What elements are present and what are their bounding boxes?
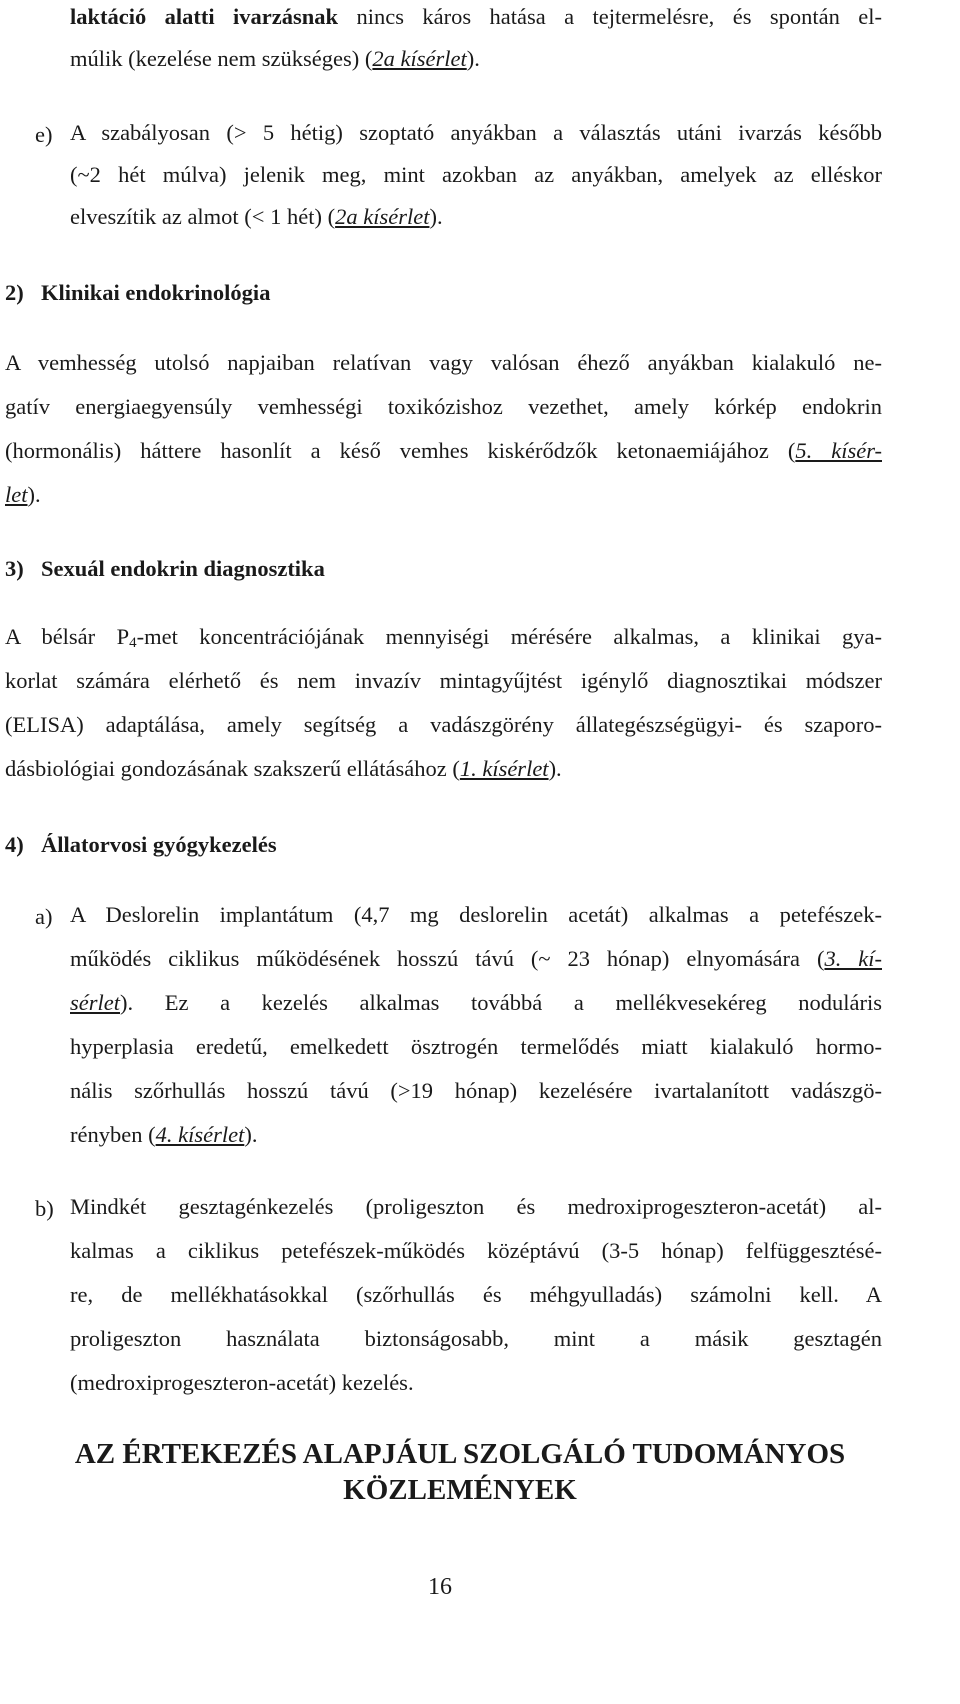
item-a-line-2: működés ciklikus működésének hosszú távú (~ 23 hónap) elnyomására (3. kí- xyxy=(70,946,882,971)
item-b-line-4: proligeszton használata biztonságosabb, mint a másik gesztagén xyxy=(70,1326,882,1351)
item-b-line-2: kalmas a ciklikus petefészek-működés középtávú (3-5 hónap) felfüggesztésé- xyxy=(70,1238,882,1263)
section-2-line-1: A vemhesség utolsó napjaiban relatívan vagy valósan éhező anyákban kialakuló ne- xyxy=(5,350,882,375)
item-e-line-1: A szabályosan (> 5 hétig) szoptató anyákban a választás utáni ivarzás később xyxy=(70,120,882,145)
item-a-line-6: rényben (4. kísérlet). xyxy=(70,1122,258,1147)
item-a-line-5: nális szőrhullás hosszú távú (>19 hónap) kezelésére ivartalanított vadászgö- xyxy=(70,1078,882,1103)
section-2-line-3: (hormonális) háttere hasonlít a késő vemhes kiskérődzők ketonaemiájához (5. kísér- xyxy=(5,438,882,463)
item-e-line-3: elveszítik az almot (< 1 hét) (2a kísérlet). xyxy=(70,204,443,229)
experiment-reference-link[interactable]: 3. kí- xyxy=(824,946,882,971)
item-a-line-4: hyperplasia eredetű, emelkedett ösztrogén termelődés miatt kialakuló hormo- xyxy=(70,1034,882,1059)
list-item-label-a: a) xyxy=(35,904,53,929)
intro-line-1: laktáció alatti ivarzásnak nincs káros hatása a tejtermelésre, és spontán el- xyxy=(70,4,882,29)
experiment-reference-link[interactable]: 2a kísérlet xyxy=(372,46,467,71)
experiment-reference-link[interactable]: 1. kísérlet xyxy=(459,756,549,781)
list-item-label-e: e) xyxy=(35,122,53,147)
section-3-line-1: A bélsár $P_4$-met koncentrációjának mennyiségi mérésére alkalmas, a klinikai gya- xyxy=(5,624,882,651)
publications-heading-line-2: KÖZLEMÉNYEK xyxy=(343,1474,577,1506)
item-b-line-3: re, de mellékhatásokkal (szőrhullás és méhgyulladás) számolni kell. A xyxy=(70,1282,882,1307)
section-heading-2: 2) Klinikai endokrinológia xyxy=(5,280,271,305)
publications-heading-line-1: AZ ÉRTEKEZÉS ALAPJÁUL SZOLGÁLÓ TUDOMÁNYOS xyxy=(74,1438,846,1470)
page-number: 16 xyxy=(428,1574,452,1600)
section-2-line-2: gatív energiaegyensúly vemhességi toxikózishoz vezethet, amely kórkép endokrin xyxy=(5,394,882,419)
intro-line-2: múlik (kezelése nem szükséges) (2a kísérlet). xyxy=(70,46,480,71)
section-3-line-2: korlat számára elérhető és nem invazív mintagyűjtést igénylő diagnosztikai módszer xyxy=(5,668,882,693)
section-2-line-4: let). xyxy=(5,482,41,507)
item-e-line-2: (~2 hét múlva) jelenik meg, mint azokban az anyákban, amelyek az elléskor xyxy=(70,162,882,187)
section-3-line-4: dásbiológiai gondozásának szakszerű ellátásához (1. kísérlet). xyxy=(5,756,562,781)
item-b-line-5: (medroxiprogeszteron-acetát) kezelés. xyxy=(70,1370,414,1395)
section-3-line-3: (ELISA) adaptálása, amely segítség a vadászgörény állategészségügyi- és szaporo- xyxy=(5,712,882,737)
experiment-reference-link[interactable]: 2a kísérlet xyxy=(335,204,430,229)
experiment-reference-link[interactable]: sérlet xyxy=(70,990,120,1015)
section-heading-4: 4) Állatorvosi gyógykezelés xyxy=(5,832,277,857)
section-heading-3: 3) Sexuál endokrin diagnosztika xyxy=(5,556,325,581)
experiment-reference-link[interactable]: let xyxy=(5,482,28,507)
experiment-reference-link[interactable]: 4. kísérlet xyxy=(155,1122,245,1147)
item-b-line-1: Mindkét gesztagénkezelés (proligeszton és medroxiprogeszteron-acetát) al- xyxy=(70,1194,882,1219)
experiment-reference-link[interactable]: 5. kísér- xyxy=(795,438,882,463)
item-a-line-3: sérlet). Ez a kezelés alkalmas továbbá a mellékvesekéreg noduláris xyxy=(70,990,882,1015)
list-item-label-b: b) xyxy=(35,1196,54,1221)
item-a-line-1: A Deslorelin implantátum (4,7 mg deslorelin acetát) alkalmas a petefészek- xyxy=(70,902,882,927)
